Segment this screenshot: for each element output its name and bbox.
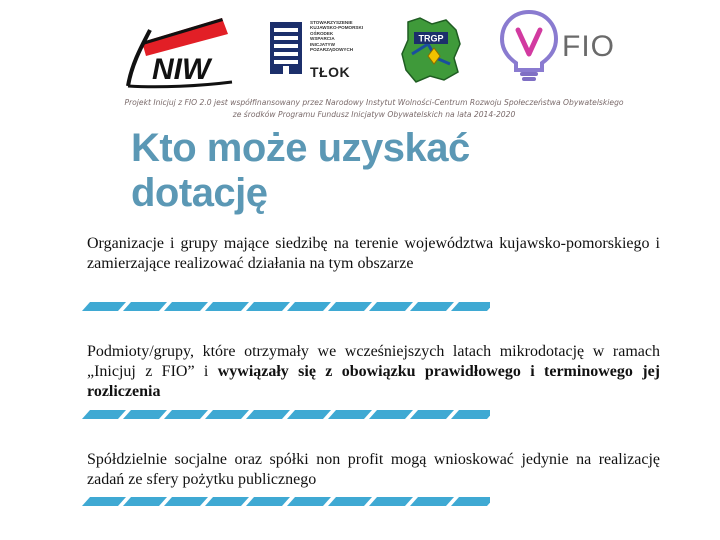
divider-segment bbox=[82, 410, 126, 419]
divider-segment bbox=[164, 410, 208, 419]
divider-segment bbox=[246, 497, 290, 506]
eligibility-item-2-normal-text: Podmioty/grupy, które otrzymały we wcześniejszych latach mikrodotację w ramach „Inicjuj z FIO” i bbox=[87, 343, 660, 380]
eligibility-item-1: Organizacje i grupy mające siedzibę na terenie województwa kujawsko-pomorskiego i zamierzające realizować działania na tym obszarze bbox=[87, 235, 660, 272]
divider-segment bbox=[246, 410, 290, 419]
niw-logo bbox=[120, 12, 238, 94]
trgp-logo bbox=[398, 14, 464, 86]
divider-segment bbox=[451, 302, 490, 311]
divider-segment bbox=[164, 497, 208, 506]
divider-segment bbox=[451, 410, 490, 419]
item-divider-2 bbox=[80, 410, 490, 419]
page-title-line-1: Kto może uzyskać bbox=[131, 126, 470, 170]
divider-segment bbox=[205, 410, 249, 419]
divider-segment bbox=[369, 302, 413, 311]
divider-segment bbox=[82, 302, 126, 311]
tlok-logo-name: TŁOK bbox=[310, 64, 351, 80]
fio-logo bbox=[498, 8, 628, 82]
divider-segment bbox=[82, 497, 126, 506]
divider-segment bbox=[410, 497, 454, 506]
project-note-line-2: ze środków Programu Fundusz Inicjatyw Obywatelskich na lata 2014-2020 bbox=[232, 110, 516, 119]
trgp-logo-text: TRGP bbox=[418, 33, 444, 44]
divider-segment bbox=[205, 302, 249, 311]
niw-logo-text: NIW bbox=[152, 53, 211, 86]
tlok-logo bbox=[268, 16, 380, 84]
divider-segment bbox=[328, 302, 372, 311]
divider-segment bbox=[287, 410, 331, 419]
tlok-logo-caption: STOWARZYSZENIE KUJAWSKO-POMORSKI OŚRODEK WSPARCIA INICJATYW POZARZĄDOWYCH bbox=[310, 20, 364, 53]
divider-segment bbox=[164, 302, 208, 311]
divider-segment bbox=[369, 497, 413, 506]
divider-segment bbox=[205, 497, 249, 506]
divider-segment bbox=[328, 497, 372, 506]
eligibility-item-2 bbox=[87, 342, 660, 402]
divider-segment bbox=[287, 497, 331, 506]
project-note-line-1: Projekt Inicjuj z FIO 2.0 jest współfinansowany przez Narodowy Instytut Wolności-Centrum Rozwoju Społeczeństwa Obywatelskiego bbox=[124, 98, 624, 107]
fio-bulb-icon bbox=[498, 8, 560, 82]
divider-segment bbox=[123, 302, 167, 311]
item-divider-3 bbox=[80, 497, 490, 506]
page-title bbox=[131, 126, 470, 216]
fio-logo-text: FIO bbox=[562, 30, 615, 63]
page-title-line-2: dotację bbox=[131, 171, 268, 215]
eligibility-item-3: Spółdzielnie socjalne oraz spółki non profit mogą wnioskować jedynie na realizację zadań ze sfery pożytku publicznego bbox=[87, 451, 660, 488]
tlok-emblem-icon bbox=[268, 20, 304, 76]
divider-segment bbox=[123, 497, 167, 506]
divider-segment bbox=[246, 302, 290, 311]
divider-segment bbox=[410, 302, 454, 311]
divider-segment bbox=[328, 410, 372, 419]
item-divider-1 bbox=[80, 302, 490, 311]
divider-segment bbox=[451, 497, 490, 506]
divider-segment bbox=[123, 410, 167, 419]
divider-segment bbox=[410, 410, 454, 419]
divider-segment bbox=[287, 302, 331, 311]
project-funding-note bbox=[96, 97, 652, 121]
eligibility-item-2-bold-text: wywiązały się z obowiązku prawidłowego i terminowego jej rozliczenia bbox=[87, 363, 660, 400]
divider-segment bbox=[369, 410, 413, 419]
